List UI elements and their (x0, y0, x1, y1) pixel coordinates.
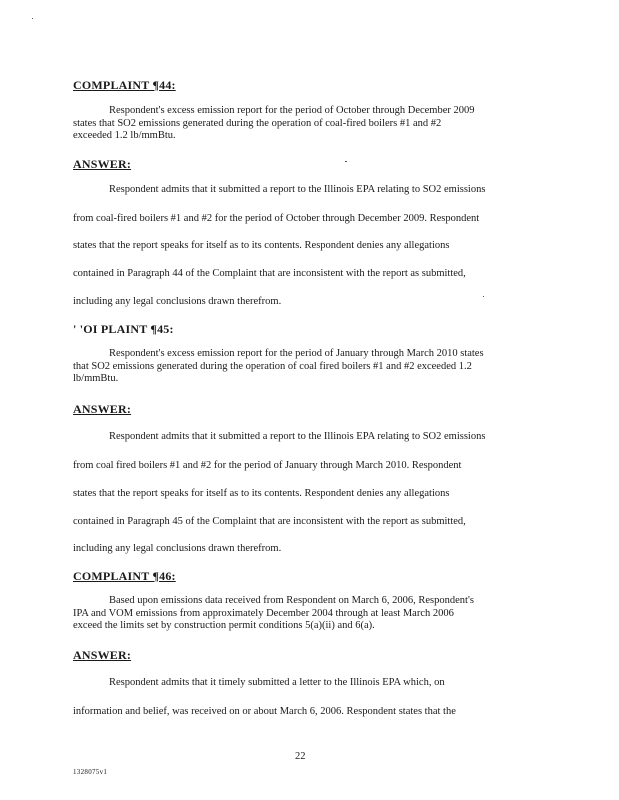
paragraph-line: lb/mmBtu. (73, 373, 119, 384)
paragraph-line: from coal fired boilers #1 and #2 for the period of January through March 2010. Respondent (73, 460, 462, 471)
paragraph-line: from coal-fired boilers #1 and #2 for the period of October through December 2009. Respondent (73, 213, 480, 224)
paragraph-line: Respondent's excess emission report for the period of October through December 2009 (109, 105, 475, 116)
scan-speck (345, 161, 347, 162)
paragraph-line: Respondent admits that it timely submitted a letter to the Illinois EPA which, on (109, 677, 445, 688)
paragraph-line: that SO2 emissions generated during the operation of coal fired boilers #1 and #2 exceeded 1.2 (73, 360, 472, 372)
paragraph-line: states that SO2 emissions generated during the operation of coal-fired boilers #1 and #2 (73, 117, 442, 129)
answer-44-heading: ANSWER: (73, 157, 132, 171)
paragraph-line: contained in Paragraph 44 of the Complaint that are inconsistent with the report as submitted, (73, 268, 466, 279)
complaint-46-text (73, 595, 551, 633)
paragraph-line: exceeded 1.2 lb/mmBtu. (73, 130, 176, 141)
paragraph-line: Based upon emissions data received from Respondent on March 6, 2006, Respondent's (109, 595, 474, 606)
paragraph-line: Respondent's excess emission report for the period of January through March 2010 states (109, 348, 484, 359)
complaint-44-text (73, 105, 551, 143)
complaint-45-heading: ' 'OI PLAINT ¶45: (73, 322, 174, 336)
paragraph-line: exceed the limits set by construction permit conditions 5(a)(ii) and 6(a). (73, 620, 375, 631)
paragraph-line: states that the report speaks for itself as to its contents. Respondent denies any allegations (73, 488, 450, 499)
document-id: 1328075v1 (73, 768, 108, 776)
paragraph-line: including any legal conclusions drawn therefrom. (73, 296, 282, 307)
paragraph-line: contained in Paragraph 45 of the Complaint that are inconsistent with the report as submitted, (73, 516, 466, 527)
paragraph-line: IPA and VOM emissions from approximately December 2004 through at least March 2006 (73, 607, 454, 619)
complaint-44-heading: COMPLAINT ¶44: (73, 78, 176, 92)
page-number: 22 (295, 751, 306, 762)
paragraph-line: information and belief, was received on or about March 6, 2006. Respondent states that the (73, 706, 456, 717)
paragraph-line: including any legal conclusions drawn therefrom. (73, 543, 282, 554)
scan-speck (483, 296, 484, 297)
scan-speck (32, 18, 33, 19)
answer-46-heading: ANSWER: (73, 648, 132, 662)
complaint-46-heading: COMPLAINT ¶46: (73, 569, 176, 583)
paragraph-line: Respondent admits that it submitted a report to the Illinois EPA relating to SO2 emissions (109, 431, 486, 442)
complaint-45-text (73, 348, 551, 386)
paragraph-line: states that the report speaks for itself as to its contents. Respondent denies any allegations (73, 240, 450, 251)
answer-45-heading: ANSWER: (73, 402, 132, 416)
paragraph-line: Respondent admits that it submitted a report to the Illinois EPA relating to SO2 emissions (109, 184, 486, 195)
